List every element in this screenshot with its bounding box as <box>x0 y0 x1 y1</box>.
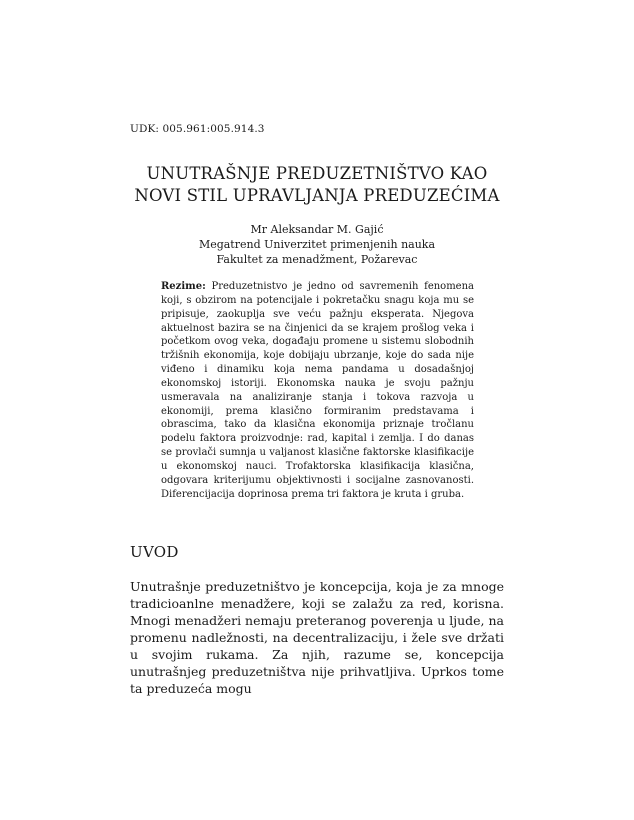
author-affiliation-university: Megatrend Univerzitet primenjenih nauka <box>198 238 436 251</box>
udk-code: UDK: 005.961:005.914.3 <box>130 123 265 135</box>
author-affiliation-faculty: Fakultet za menadžment, Požarevac <box>216 253 418 266</box>
abstract <box>161 280 474 502</box>
paper-title <box>100 163 534 207</box>
abstract-text: Preduzetnistvo je jedno od savremenih fenomena koji, s obzirom na potencijale i pokretačku snagu koja mu se pripisuje, zaokuplja sve veću pažnju eksperata. Njegova aktuelnost bazira se na činjenici da se krajem prošlog veka i početkom ovog veka, događaju promene u sistemu slobodnih tržišnih ekonomija, koje dobijaju ubrzanje, koje do sada nije viđeno i dinamiku koja nema pandama u dosadašnjoj ekonomskoj istoriji. Ekonomska nauka je svoju pažnju usmeravala na analiziranje stanja i tokova razvoja u ekonomiji, prema klasično formiranim predstavama i obrascima, tako da klasična ekonomija priznaje tročlanu podelu faktora proizvodnje: rad, kapital i zemlja. I do danas se provlači sumnja u valjanost klasične faktorske klasifikacije u ekonomskoj nauci. Trofaktorska klasifikacija klasična, odgovara kriterijumu objektivnosti i socijalne zasnovanosti. Diferencijacija doprinosa prema tri faktora je kruta i gruba. <box>161 281 475 500</box>
author-block <box>100 222 534 267</box>
abstract-label: Rezime: <box>161 281 206 292</box>
author-name: Mr Aleksandar M. Gajić <box>250 223 384 236</box>
section-body-text: Unutrašnje preduzetništvo je koncepcija, koja je za mnoge tradicioanlne menadžere, koji se zalažu za red, korisna. Mnogi menadžeri nemaju preteranog poverenja u ljude, na promenu nadležnosti, na decentralizaciju, i žele sve držati u svojim rukama. Za njih, razume se, koncepcija unutrašnjeg preduzetništva nije prihvatljiva. Uprkos tome ta preduzeća mogu <box>130 579 504 696</box>
section-heading: UVOD <box>130 543 179 561</box>
paper-title-line-2: NOVI STIL UPRAVLJANJA PREDUZEĆIMA <box>134 186 500 205</box>
paper-title-line-1: UNUTRAŠNJE PREDUZETNIŠTVO KAO <box>146 164 488 183</box>
